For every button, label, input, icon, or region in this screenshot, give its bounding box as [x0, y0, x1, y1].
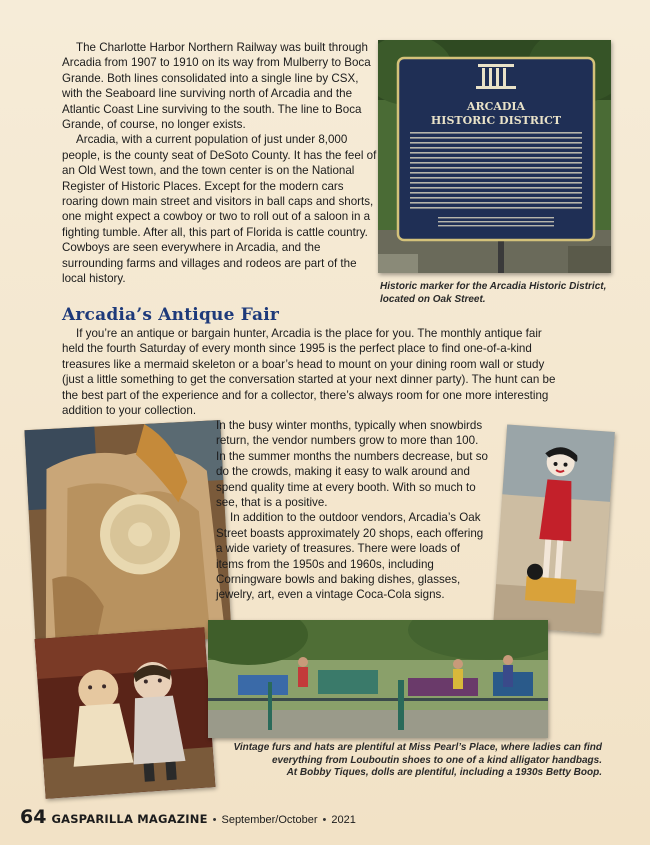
vintage-furs-photo	[24, 420, 231, 648]
article-paragraph-vendors: In the busy winter months, typically when snowbirds return, the vendor numbers grow to more than 100. In the summer months the numbers decrease, but so do the crowds, making it easy to walk around and spend quality time at every booth. With so much to see, that is a positive.	[216, 419, 488, 510]
article-paragraph-shops: In addition to the outdoor vendors, Arcadia’s Oak Street boasts approximately 20 shops, each offering a wide variety of treasures. There were loads of items from the 1950s and 1960s, including Corningware bowls and baking dishes, glasses, jewelry, art, even a vintage Coca-Cola signs.	[216, 511, 484, 602]
photos-caption-line1: Vintage furs and hats are plentiful at Miss Pearl’s Place, where ladies can find	[233, 742, 602, 753]
section-heading: Arcadia’s Antique Fair	[62, 305, 280, 325]
magazine-name: GASPARILLA MAGAZINE	[51, 812, 208, 826]
photos-caption-line2: everything from Louboutin shoes to one of a kind alligator handbags.	[271, 754, 602, 766]
photos-caption	[190, 742, 602, 780]
article-paragraph-railway: The Charlotte Harbor Northern Railway was built through Arcadia from 1907 to 1910 on its way from Mulberry to Boca Grande. Both lines consolidated into a single line by CSX, with the Seaboard line surviving north of Arcadia and the Atlantic Coast Line surviving to the south. The line to Boca Grande, of course, no longer exists.	[62, 41, 371, 132]
article-paragraph-fair: If you’re an antique or bargain hunter, Arcadia is the place for you. The monthly antique fair held the fourth Saturday of every month since 1995 is the perfect place to find one-of-a-kind treasures like a mermaid skeleton or a boar’s head to mount on your dining room wall or study (just a little something to get the conversation started at your next dinner party). The hunt can be the best part of the experience and for a collector, there’s always room for one more interesting addition to your collection.	[62, 327, 556, 418]
betty-boop-photo	[493, 424, 615, 633]
article-column-fair	[62, 326, 562, 418]
marker-title-line2: HISTORIC DISTRICT	[430, 114, 562, 127]
outdoor-market-photo	[208, 620, 548, 738]
vintage-dolls-photo	[35, 627, 216, 798]
footer-separator-2: •	[322, 814, 327, 826]
article-column-top	[62, 40, 380, 287]
article-paragraph-population: Arcadia, with a current population of just under 8,000 people, is the county seat of DeSoto County. It has the feel of an Old West town, and the town center is on the National Register of Historic Places. Except for the modern cars roaring down main street and visitors in ball caps and shorts, one might expect a cowboy or two to roll out of a saloon in a fighting tumble. After all, this part of Florida is cattle country. Cowboys are seen everywhere in Arcadia, and the surrounding farms and villages and rodeos are part of the local history.	[62, 133, 377, 286]
page-number: 64	[20, 806, 47, 828]
article-column-middle	[216, 418, 488, 603]
issue-year: 2021	[331, 814, 356, 826]
footer-separator-1: •	[212, 814, 217, 826]
historic-marker-photo	[378, 40, 611, 273]
marker-title-line1: ARCADIA	[466, 100, 526, 113]
issue-months: September/October	[221, 814, 318, 826]
photos-caption-line3: At Bobby Tiques, dolls are plentiful, including a 1930s Betty Boop.	[286, 767, 602, 779]
page-footer	[20, 806, 356, 828]
marker-caption: Historic marker for the Arcadia Historic District, located on Oak Street.	[380, 281, 607, 305]
